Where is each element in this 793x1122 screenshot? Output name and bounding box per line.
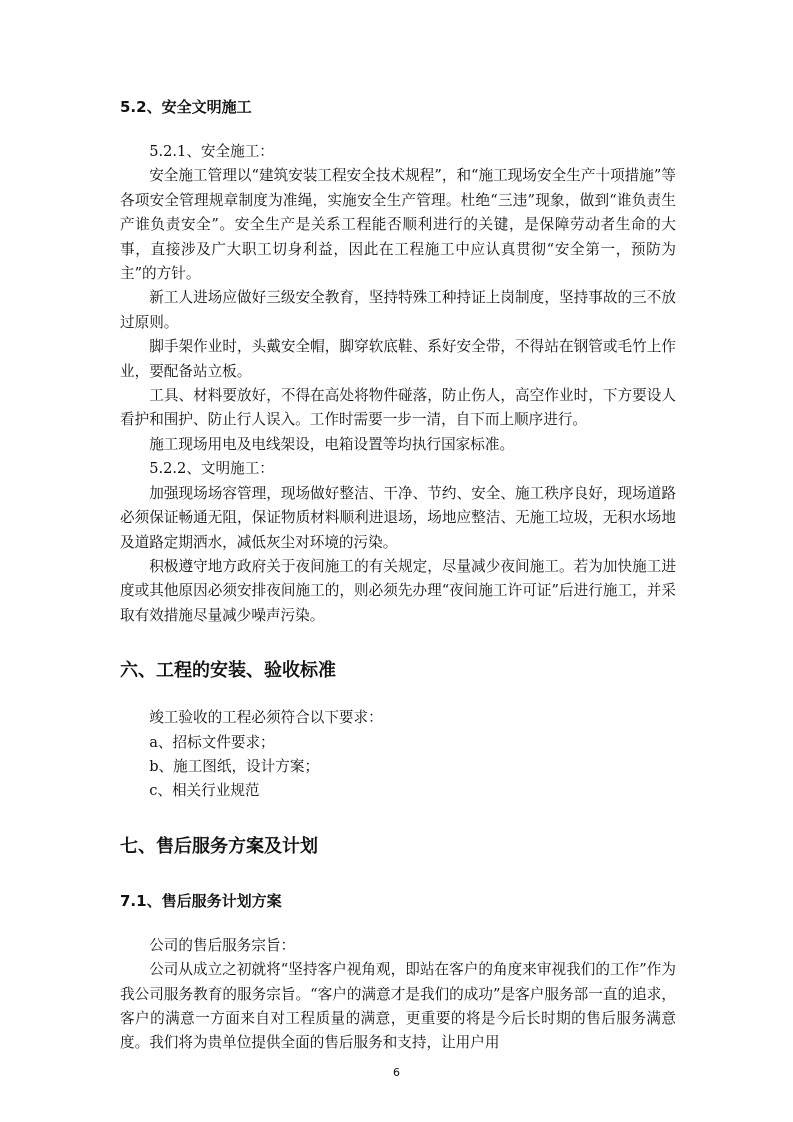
section-7-heading: 七、售后服务方案及计划 — [120, 835, 318, 857]
paragraph-service-purpose: 公司从成立之初就将“坚持客户视角观，即站在客户的角度来审视我们的工作”作为我公司服务教育的服务宗旨。“客户的满意才是我们的成功”是客户服务部一直的追求，客户的满意一方面来自对工程质量的满意，更重要的将是今后长时期的售后服务满意度。我们将为贵单位提供全面的售后服务和支持，让用户用 — [120, 961, 676, 1052]
paragraph-night-construction: 积极遵守地方政府关于夜间施工的有关规定，尽量减少夜间施工。若为加快施工进度或其他原因必须安排夜间施工的，则必须先办理“夜间施工许可证”后进行施工，并采取有效措施尽量减少噪声污染。 — [120, 557, 676, 624]
service-purpose-intro: 公司的售后服务宗旨： — [149, 936, 296, 954]
subsection-5-2-1-title: 5.2.1、安全施工： — [149, 143, 274, 160]
list-item: b、施工图纸，设计方案； — [149, 757, 320, 775]
paragraph-electricity: 施工现场用电及电线架设，电箱设置等均执行国家标准。 — [149, 435, 515, 453]
subsection-5-2-2-title: 5.2.2、文明施工： — [149, 460, 274, 478]
page-number: 6 — [393, 1066, 400, 1079]
section-6-heading: 六、工程的安装、验收标准 — [120, 660, 336, 682]
acceptance-intro: 竣工验收的工程必须符合以下要求： — [149, 709, 383, 727]
page-content — [120, 96, 676, 1056]
section-7-1-heading: 7.1、售后服务计划方案 — [120, 891, 282, 910]
paragraph-site-management: 加强现场场容管理，现场做好整洁、干净、节约、安全、施工秩序良好，现场道路必须保证畅通无阻，保证物质材料顺利进退场，场地应整洁、无施工垃圾，无积水场地及道路定期洒水，减低灰尘对环境的污染。 — [120, 484, 676, 551]
paragraph-scaffold-work: 脚手架作业时，头戴安全帽，脚穿软底鞋、系好安全带，不得站在钢管或毛竹上作业，要配备站立板。 — [120, 338, 676, 380]
paragraph-tools-materials: 工具、材料要放好，不得在高处将物件碰落，防止伤人，高空作业时，下方要设人看护和围护、防止行人误入。工作时需要一步一清，自下而上顺序进行。 — [120, 387, 676, 429]
list-item: c、相关行业规范 — [149, 782, 260, 800]
section-5-2-heading: 5.2、安全文明施工 — [120, 98, 252, 116]
paragraph-safety-management: 安全施工管理以“建筑安装工程安全技术规程”，和“施工现场安全生产十项措施”等各项安全管理规章制度为准绳，实施安全生产管理。杜绝“三违”现象，做到“谁负责生产谁负责安全”。安全生产是关系工程能否顺利进行的关键，是保障劳动者生命的大事，直接涉及广大职工切身利益，因此在工程施工中应认真贯彻“安全第一，预防为主”的方针。 — [120, 167, 676, 283]
paragraph-new-worker-education: 新工人进场应做好三级安全教育，坚持特殊工种持证上岗制度，坚持事故的三不放过原则。 — [120, 289, 676, 331]
list-item: a、招标文件要求； — [149, 733, 275, 751]
